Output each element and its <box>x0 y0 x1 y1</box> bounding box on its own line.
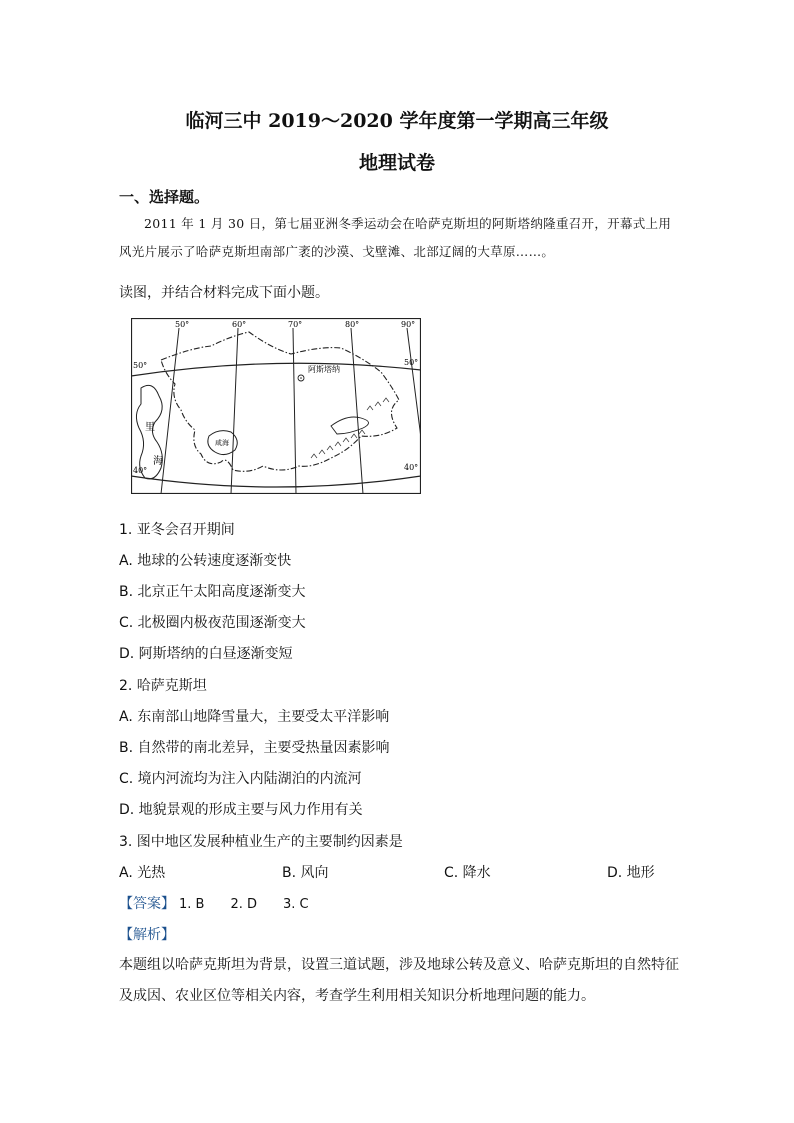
q3-option-a[interactable]: A. 光热 <box>119 865 166 881</box>
material-paragraph: 2011 年 1 月 30 日，第七届亚洲冬季运动会在哈萨克斯坦的阿斯塔纳隆重召开，开幕式上用风光片展示了哈萨克斯坦南部广袤的沙漠、戈壁滩、北部辽阔的大草原……。 <box>119 216 672 259</box>
lake-label: 咸海 <box>215 439 229 447</box>
q1-option-c[interactable]: C. 北极圈内极夜范围逐渐变大 <box>119 615 306 631</box>
q2-option-a[interactable]: A. 东南部山地降雪量大，主要受太平洋影响 <box>119 709 390 725</box>
lon-label: 90° <box>401 320 416 329</box>
q3-option-b[interactable]: B. 风向 <box>282 865 329 881</box>
instruction-text: 读图，并结合材料完成下面小题。 <box>119 285 329 301</box>
analysis-tag: 【解析】 <box>119 927 175 943</box>
lon-label: 70° <box>288 320 303 329</box>
sea-label: 里 <box>145 422 155 433</box>
question-2-stem: 2. 哈萨克斯坦 <box>119 678 207 694</box>
q2-option-d[interactable]: D. 地貌景观的形成主要与风力作用有关 <box>119 802 363 818</box>
question-3-stem: 3. 图中地区发展种植业生产的主要制约因素是 <box>119 834 403 850</box>
q2-option-c[interactable]: C. 境内河流均为注入内陆湖泊的内流河 <box>119 771 362 787</box>
lat-label: 50° <box>404 358 419 367</box>
kazakhstan-map <box>131 318 421 494</box>
q1-option-a[interactable]: A. 地球的公转速度逐渐变快 <box>119 553 292 569</box>
sea-label: 海 <box>153 456 163 467</box>
lon-label: 80° <box>345 320 360 329</box>
exam-title: 临河三中 2019～2020 学年度第一学期高三年级 <box>185 110 609 132</box>
answer-item: 1. B <box>179 897 205 912</box>
question-1-stem: 1. 亚冬会召开期间 <box>119 522 235 538</box>
q3-option-d[interactable]: D. 地形 <box>607 865 655 881</box>
q3-option-c[interactable]: C. 降水 <box>444 865 491 881</box>
lat-label: 50° <box>133 361 148 370</box>
lat-label: 40° <box>404 463 419 472</box>
city-label: 阿斯塔纳 <box>308 365 340 374</box>
answer-item: 3. C <box>283 897 309 912</box>
lon-label: 60° <box>232 320 247 329</box>
answer-tag: 【答案】 <box>119 896 175 912</box>
q1-option-d[interactable]: D. 阿斯塔纳的白昼逐渐变短 <box>119 646 293 662</box>
answer-item: 2. D <box>230 897 258 912</box>
exam-subject: 地理试卷 <box>358 152 435 174</box>
q2-option-b[interactable]: B. 自然带的南北差异，主要受热量因素影响 <box>119 740 390 756</box>
answer-row <box>119 893 309 913</box>
analysis-text: 本题组以哈萨克斯坦为背景，设置三道试题，涉及地球公转及意义、哈萨克斯坦的自然特征及成因、农业区位等相关内容，考查学生利用相关知识分析地理问题的能力。 <box>119 957 679 1004</box>
lat-label: 40° <box>133 466 148 475</box>
lon-label: 50° <box>175 320 190 329</box>
q1-option-b[interactable]: B. 北京正午太阳高度逐渐变大 <box>119 584 306 600</box>
section-heading: 一、选择题。 <box>119 188 210 206</box>
